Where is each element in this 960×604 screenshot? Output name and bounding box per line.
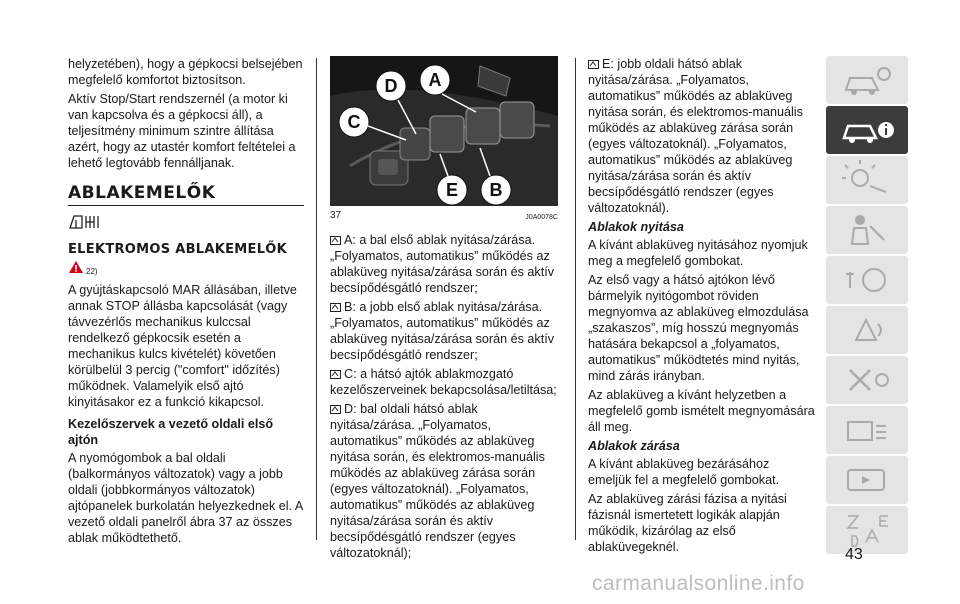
car-dashboard-icon (826, 56, 908, 104)
paragraph: A kívánt ablaküveg nyitásához nyomjuk meg a megfelelő gombokat. (588, 238, 808, 268)
window-lifter-icon (330, 402, 341, 411)
list-item: E: jobb oldali hátsó ablak nyitása/zárása. „Folyamatos, automatikus” működés az ablaküveg nyitása során, és elektromos-manuális működés az ablaküveg zárása során (egyes változatoknál). „Folyamatos, automatikus” működés az ablaküveg nyitása/zárása során és aktív becsípődésgátló rendszer (egyes változatoknál). (588, 57, 803, 215)
callout-label: C (347, 112, 361, 132)
window-lifter-icon (68, 212, 304, 234)
list-item: A: a bal első ablak nyitása/zárása. „Folyamatos, automatikus” működés az ablaküveg nyitása/zárása során és aktív becsípődésgátló rendszer; (330, 233, 555, 295)
figure-code: J0A0078C (525, 214, 558, 221)
figure-number: 37 (330, 210, 342, 221)
window-switch-photo (330, 56, 558, 206)
right-column (588, 56, 816, 558)
watermark: carmanualsonline.info (592, 572, 805, 595)
section-title: ABLAKEMELŐK (68, 183, 216, 203)
window-lifter-icon (330, 300, 341, 309)
technical-data-icon (826, 406, 908, 454)
column-divider (316, 58, 317, 540)
column-divider (575, 58, 576, 540)
middle-column (330, 56, 558, 564)
callout-label: D (384, 76, 398, 96)
warning-reference: 22) (86, 267, 98, 276)
warning-triangle-icon (826, 306, 908, 354)
window-lifter-icon (330, 233, 341, 242)
list-item: D: bal oldali hátsó ablak nyitása/zárása. „Folyamatos, automatikus” működés az ablaküveg nyitása során, és elektromos-manuális működés az ablaküveg zárása során (egyes változatoknál). „Folyamatos, automatikus” működés az ablaküveg nyitása/zárása során és aktív becsípődésgátló rendszer (egyes változatoknál); (330, 402, 545, 560)
service-tools-icon (826, 356, 908, 404)
warning-triangle-icon (68, 260, 84, 278)
callout-label: E (445, 180, 459, 200)
tab-technical-data[interactable] (826, 406, 908, 454)
safety-icon (826, 206, 908, 254)
figure-caption (330, 208, 558, 226)
paragraph: A kívánt ablaküveg bezárásához emeljük fel a megfelelő gombokat. (588, 457, 780, 487)
subsection-title: ELEKTROMOS ABLAKEMELŐK (68, 242, 288, 257)
subheading: Ablakok zárása (588, 439, 680, 453)
multimedia-icon (826, 456, 908, 504)
paragraph: Az ablaküveg a kívánt helyzetben a megfelelő gomb ismételt megnyomására áll meg. (588, 388, 815, 434)
subheading: Ablakok nyitása (588, 220, 684, 234)
tab-dashboard[interactable] (826, 56, 908, 104)
tab-lights[interactable] (826, 156, 908, 204)
tab-safety[interactable] (826, 206, 908, 254)
paragraph: A nyomógombok a bal oldali (balkormányos változatok) vagy a jobb oldali (jobbkormányos változatok) ajtópanelek burkolatán helyezkednek el. A vezető oldali panelről ábra 37 az összes ablak működtethető. (68, 451, 303, 545)
window-lifter-icon (588, 57, 599, 66)
window-lifter-icon (330, 367, 341, 376)
callout-label: A (428, 70, 442, 90)
paragraph: A gyújtáskapcsoló MAR állásában, illetve annak STOP állásba kapcsolását (vagy távvezérlős mechanikus kulccsal rendelkező gépkocsik esetén a mechanikus kulcs kivételét) követően körülbelül 3 percig ("comfort" időzítés) működnek. Valamelyik első ajtó kinyitásakor ez a funkció kikapcsol. (68, 283, 297, 409)
tab-warnings[interactable] (826, 306, 908, 354)
tab-service[interactable] (826, 356, 908, 404)
paragraph: Aktív Stop/Start rendszernél (a motor ki van kapcsolva és a gépkocsi áll), a teljesítmény minimum szintre állítása azért, hogy az utastér komfort feltételei a lehető legtovább fennálljanak. (68, 92, 296, 170)
left-column (68, 56, 304, 549)
callout-label: B (489, 180, 503, 200)
divider (68, 205, 304, 206)
tab-car-info[interactable] (826, 106, 908, 154)
warning-note (68, 260, 304, 280)
tab-multimedia[interactable] (826, 456, 908, 504)
index-icon (826, 506, 908, 554)
list-item: C: a hátsó ajtók ablakmozgató kezelőszerveinek bekapcsolása/letiltása; (330, 367, 557, 397)
lights-icon (826, 156, 908, 204)
paragraph: Az ablaküveg zárási fázisa a nyitási fázisnál ismertetett logikák alapján működik, kizárólag az első ablaküvegeknél. (588, 492, 787, 554)
car-info-icon (826, 106, 908, 154)
starting-driving-icon (826, 256, 908, 304)
list-item: B: a jobb első ablak nyitása/zárása. „Folyamatos, automatikus” működés az ablaküveg nyitása/zárása során és aktív becsípődésgátló rendszer; (330, 300, 555, 362)
page-number: 43 (845, 546, 863, 563)
tab-starting-driving[interactable] (826, 256, 908, 304)
tab-index[interactable] (826, 506, 908, 554)
subheading: Kezelőszervek a vezető oldali első ajtón (68, 417, 274, 447)
paragraph: helyzetében), hogy a gépkocsi belsejében megfelelő komfortot biztosítson. (68, 57, 303, 87)
paragraph: Az első vagy a hátsó ajtókon lévő bármelyik nyitógombot röviden megnyomva az ablaküveg elmozdulása „szakaszos”, míg hosszú megnyomás hatására bekapcsol a „folyamatos, automatikus” működtetés mind nyitás, mind zárás irányban. (588, 273, 809, 383)
